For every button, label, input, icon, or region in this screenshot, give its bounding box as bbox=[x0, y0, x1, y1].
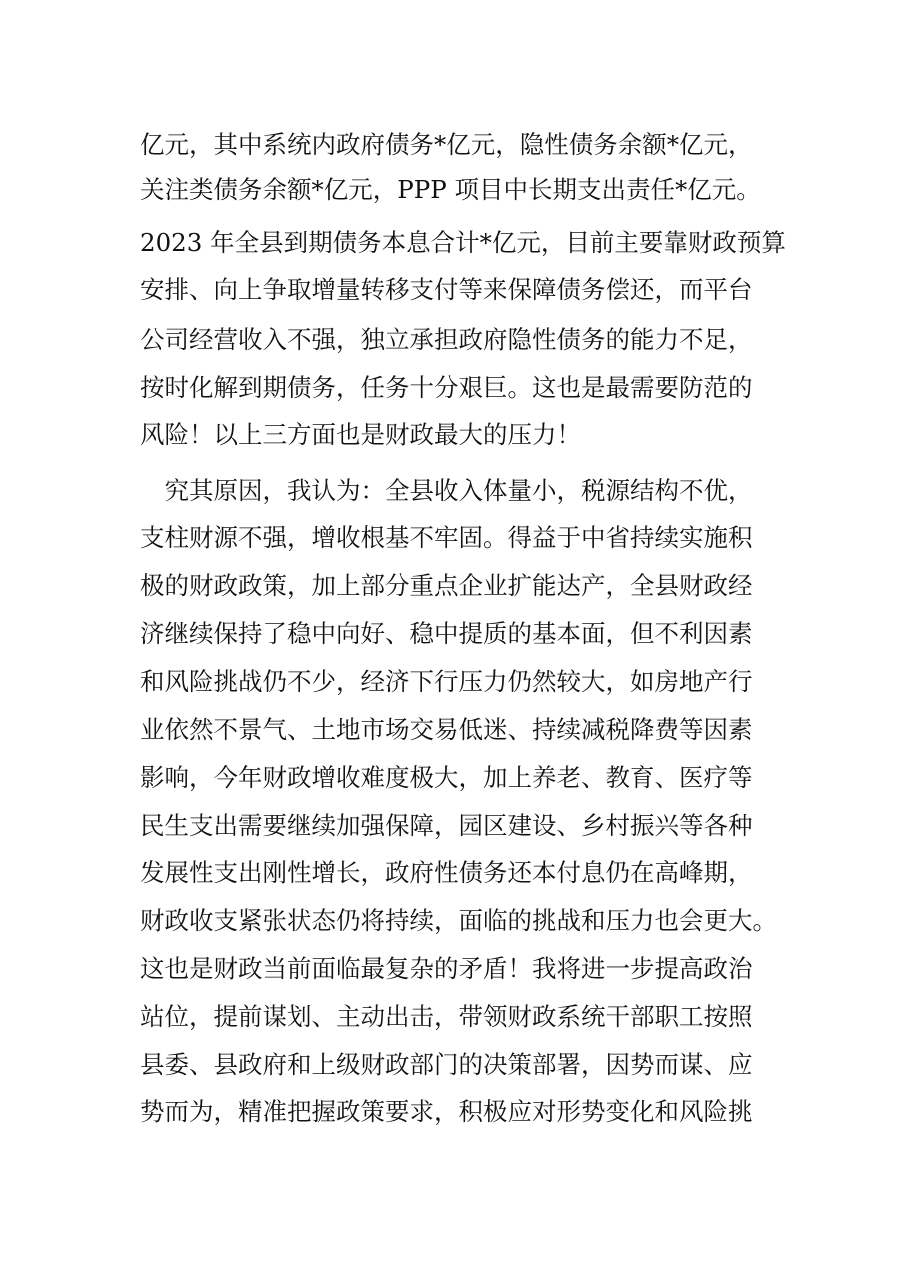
text-line: 极的财政政策，加上部分重点企业扩能达产，全县财政经 bbox=[140, 571, 753, 600]
text-line: 究其原因，我认为：全县收入体量小，税源结构不优， bbox=[140, 476, 753, 505]
text-line: 按时化解到期债务，任务十分艰巨。这也是最需要防范的 bbox=[140, 373, 753, 402]
text-line: 济继续保持了稳中向好、稳中提质的基本面，但不利因素 bbox=[140, 619, 753, 648]
text-line: 和风险挑战仍不少，经济下行压力仍然较大，如房地产行 bbox=[140, 667, 753, 696]
text-line: 安排、向上争取增量转移支付等来保障债务偿还，而平台 bbox=[140, 275, 753, 304]
text-line: 业依然不景气、土地市场交易低迷、持续减税降费等因素 bbox=[140, 715, 753, 744]
text-line: 势而为，精准把握政策要求，积极应对形势变化和风险挑 bbox=[140, 1097, 753, 1126]
text-line: 公司经营收入不强，独立承担政府隐性债务的能力不足， bbox=[140, 325, 753, 354]
text-line: 影响，今年财政增收难度极大，加上养老、教育、医疗等 bbox=[140, 763, 753, 792]
text-line: 亿元，其中系统内政府债务*亿元，隐性债务余额*亿元， bbox=[140, 130, 753, 159]
text-line: 县委、县政府和上级财政部门的决策部署，因势而谋、应 bbox=[140, 1050, 753, 1079]
text-line: 民生支出需要继续加强保障，园区建设、乡村振兴等各种 bbox=[140, 811, 753, 840]
text-line: 风险！以上三方面也是财政最大的压力！ bbox=[140, 420, 581, 449]
text-line: 这也是财政当前面临最复杂的矛盾！我将进一步提高政治 bbox=[140, 954, 753, 983]
text-line: 站位，提前谋划、主动出击，带领财政系统干部职工按照 bbox=[140, 1002, 753, 1031]
text-line: 财政收支紧张状态仍将持续，面临的挑战和压力也会更大。 bbox=[140, 906, 777, 935]
text-line: 2023 年全县到期债务本息合计*亿元，目前主要靠财政预算 bbox=[140, 228, 786, 257]
text-line: 关注类债务余额*亿元，PPP 项目中长期支出责任*亿元。 bbox=[140, 175, 761, 204]
text-line: 发展性支出刚性增长，政府性债务还本付息仍在高峰期， bbox=[140, 858, 753, 887]
text-line: 支柱财源不强，增收根基不牢固。得益于中省持续实施积 bbox=[140, 523, 753, 552]
